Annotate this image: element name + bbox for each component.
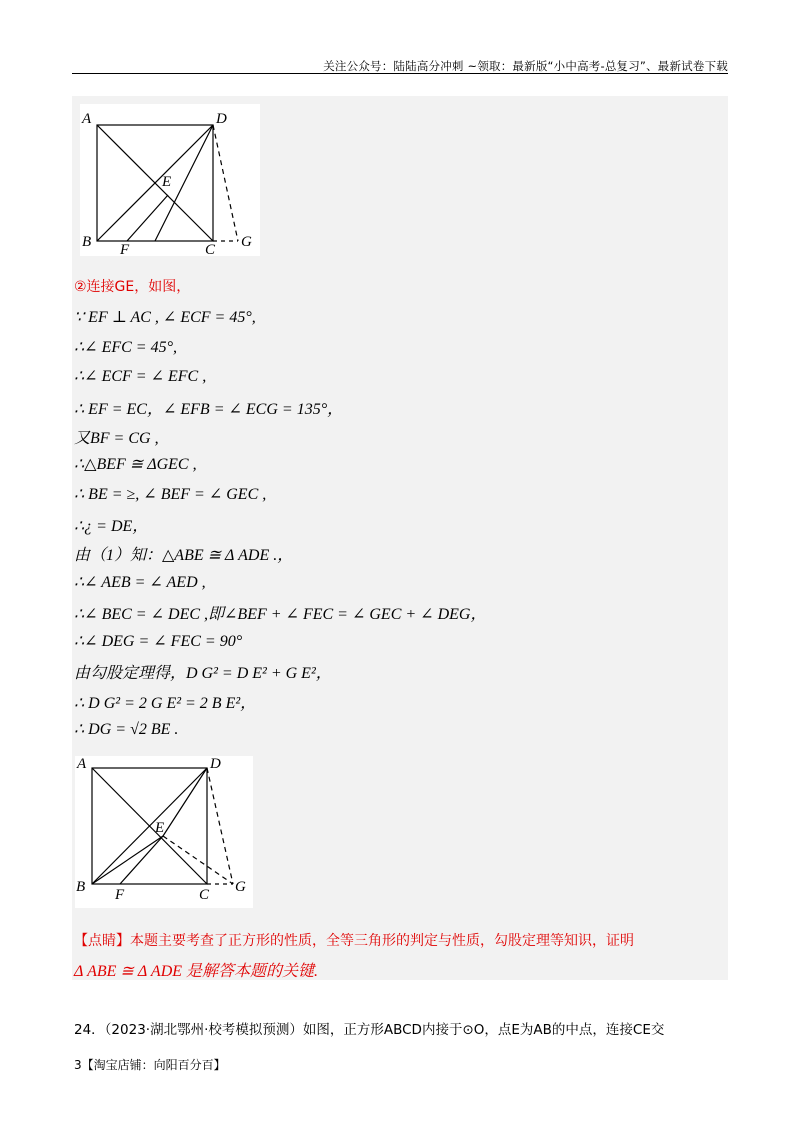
solution-line-2: ∵ EF ⊥ AC , ∠ ECF = 45°,: [74, 309, 256, 326]
fig2-label-g: G: [235, 879, 246, 895]
question-24: 24．（2023·湖北鄂州·校考模拟预测）如图，正方形ABCD内接于⊙O，点E为AB的中点，连接CE交: [74, 1022, 665, 1038]
fig2-label-d: D: [210, 756, 221, 772]
fig2-label-c: C: [199, 887, 210, 903]
solution-line-5: ∴ EF = EC，∠ EFB = ∠ ECG = 135°，: [74, 401, 344, 418]
fig1-label-e: E: [162, 174, 172, 190]
fig1-label-a: A: [82, 111, 92, 127]
solution-line-12: ∴∠ BEC = ∠ DEC ,即∠BEF + ∠ FEC = ∠ GEC + ∠ DEG，: [74, 606, 487, 623]
fig1-label-f: F: [120, 242, 130, 256]
comment-line-2: Δ ABE ≅ Δ ADE 是解答本题的关键.: [74, 963, 319, 980]
solution-line-10: 由（1）知：△ABE ≅ Δ ADE .，: [74, 547, 294, 564]
solution-line-14: 由勾股定理得，D G² = D E² + G E²，: [74, 665, 332, 682]
fig2-label-f: F: [115, 887, 125, 903]
page-header: 关注公众号：陆陆高分冲刺 ~领取：最新版“小中高考-总复习”、最新试卷下载: [323, 59, 728, 73]
fig1-label-b: B: [82, 234, 92, 250]
solution-line-9: ∴¿ = DE，: [74, 518, 149, 535]
solution-line-15: ∴ D G² = 2 G E² = 2 B E²，: [74, 695, 257, 712]
fig1-label-g: G: [241, 234, 252, 250]
solution-line-1: ②连接GE，如图，: [74, 279, 191, 295]
geometry-figure-2: [75, 756, 253, 908]
solution-line-6: 又BF = CG ,: [74, 430, 159, 447]
fig2-label-a: A: [77, 756, 87, 772]
header-rule: [72, 73, 728, 74]
fig2-label-e: E: [155, 820, 165, 836]
page-footer: 3【淘宝店铺：向阳百分百】: [74, 1058, 226, 1072]
solution-line-3: ∴∠ EFC = 45°,: [74, 339, 177, 356]
solution-line-13: ∴∠ DEG = ∠ FEC = 90°: [74, 633, 243, 650]
fig2-label-b: B: [76, 879, 86, 895]
fig1-label-d: D: [216, 111, 227, 127]
comment-line-1: 【点睛】本题主要考查了正方形的性质，全等三角形的判定与性质，勾股定理等知识，证明: [74, 933, 634, 949]
fig1-label-c: C: [205, 242, 216, 256]
solution-line-8: ∴ BE = ≥, ∠ BEF = ∠ GEC ,: [74, 486, 267, 503]
solution-line-16: ∴ DG = √2 BE .: [74, 721, 179, 738]
solution-line-7: ∴△BEF ≅ ΔGEC ,: [74, 456, 197, 473]
solution-line-4: ∴∠ ECF = ∠ EFC ,: [74, 368, 207, 385]
solution-line-11: ∴∠ AEB = ∠ AED ,: [74, 574, 206, 591]
geometry-figure-1: [80, 104, 260, 256]
